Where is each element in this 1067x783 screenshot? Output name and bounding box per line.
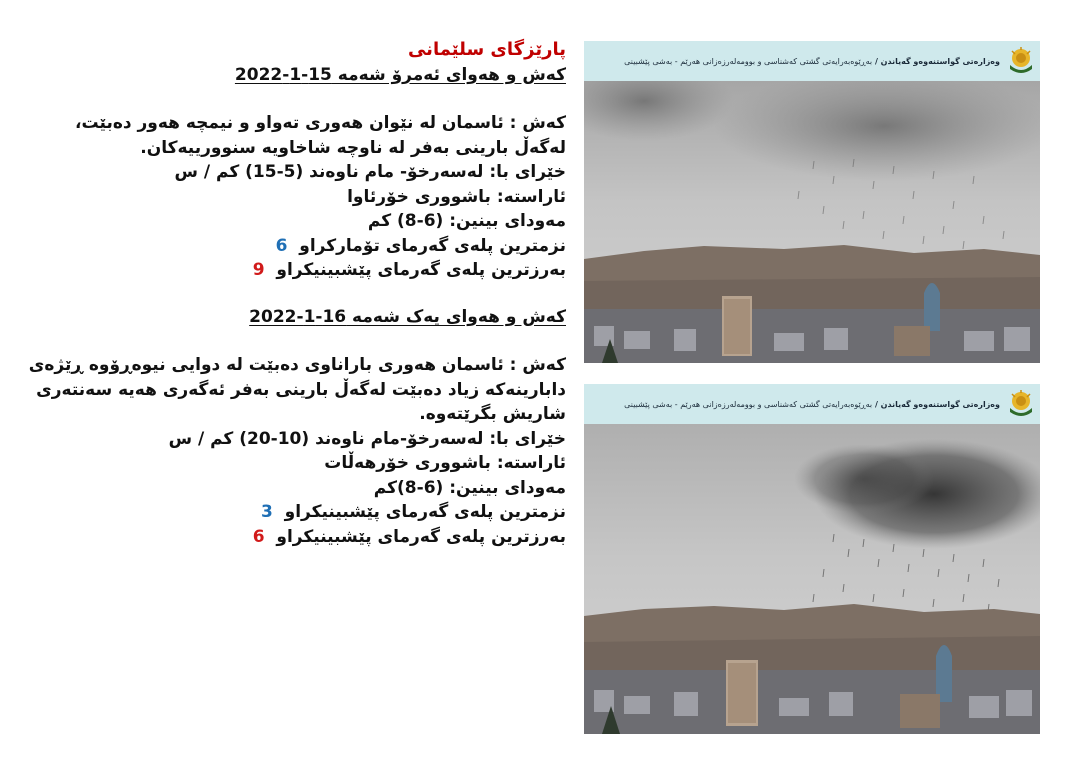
- directorate-name: بەڕێوەبەرایەتی گشتی کەشناسی و بوومەلەرزەزانی هەرێم - بەشی پێشبینی: [624, 56, 873, 66]
- max-temperature-label: بەرزترین پلەی گەرمای پێشبینیکراو: [276, 260, 566, 280]
- forecast-text-column: [20, 38, 566, 549]
- forecast-date-heading: کەش و هەوای یەک شەمە 16-1-2022: [249, 306, 566, 327]
- max-temperature: [20, 258, 566, 283]
- min-temperature-value: 6: [275, 235, 288, 256]
- sky-condition: کەش : ئاسمان لە نێوان هەوری تەواو و نیمچە هەور دەبێت، لەگەڵ بارینی بەفر لە ناوچە شاخاویە سنوورییەکان.: [75, 113, 566, 158]
- directorate-name: بەڕێوەبەرایەتی گشتی کەشناسی و بوومەلەرزەزانی هەرێم - بەشی پێشبینی: [624, 399, 873, 409]
- ministry-name: وەزارەتی گواستنەوەو گەیاندن: [880, 399, 1000, 409]
- wind-direction: ئاراستە: باشووری خۆرئاوا: [347, 186, 566, 207]
- weather-image-panel: [584, 384, 1040, 734]
- city-weather-illustration: [584, 41, 1040, 363]
- wind-speed: خێرای با: لەسەرخۆ- مام ناوەند (5-15) کم / س: [174, 162, 566, 182]
- forecast-date-heading: کەش و هەوای ئەمرۆ شەمە 15-1-2022: [234, 64, 566, 85]
- kurdistan-emblem-icon: [1006, 388, 1036, 420]
- visibility: مەودای بینین: (6-8) کم: [367, 211, 566, 231]
- ministry-banner: [584, 41, 1040, 81]
- wind-speed: خێرای با: لەسەرخۆ-مام ناوەند (10-20) کم / س: [168, 428, 566, 449]
- station-title: پارێزگای سلێمانی: [407, 39, 566, 60]
- min-temperature-value: 3: [260, 502, 273, 522]
- weather-image-panel: [584, 41, 1040, 363]
- max-temperature: [20, 525, 566, 550]
- banner-separator: /: [872, 399, 881, 409]
- min-temperature-label: نزمترین پلەی گەرمای پێشبینیکراو: [284, 502, 566, 522]
- sky-condition: کەش : ئاسمان هەوری باراناوی دەبێت لە دوایی نیوەڕۆوە ڕێژەی دابارینەکە زیاد دەبێت لەگەڵ بارینی بەفر ئەگەری هەیە سەنتەری شاریش بگرێتەوە.: [28, 355, 566, 424]
- min-temperature: [20, 234, 566, 259]
- kurdistan-emblem-icon: [1006, 45, 1036, 77]
- banner-separator: /: [872, 56, 881, 66]
- city-weather-illustration: [584, 384, 1040, 734]
- max-temperature-label: بەرزترین پلەی گەرمای پێشبینیکراو: [276, 526, 566, 547]
- min-temperature-label: نزمترین پلەی گەرمای تۆمارکراو: [299, 235, 566, 256]
- max-temperature-value: 9: [252, 260, 265, 280]
- wind-direction: ئاراستە: باشووری خۆرهەڵات: [324, 453, 566, 473]
- ministry-name: وەزارەتی گواستنەوەو گەیاندن: [880, 56, 1000, 66]
- max-temperature-value: 6: [252, 526, 265, 547]
- visibility: مەودای بینین: (6-8)کم: [373, 477, 566, 498]
- min-temperature: [20, 500, 566, 525]
- ministry-banner: [584, 384, 1040, 424]
